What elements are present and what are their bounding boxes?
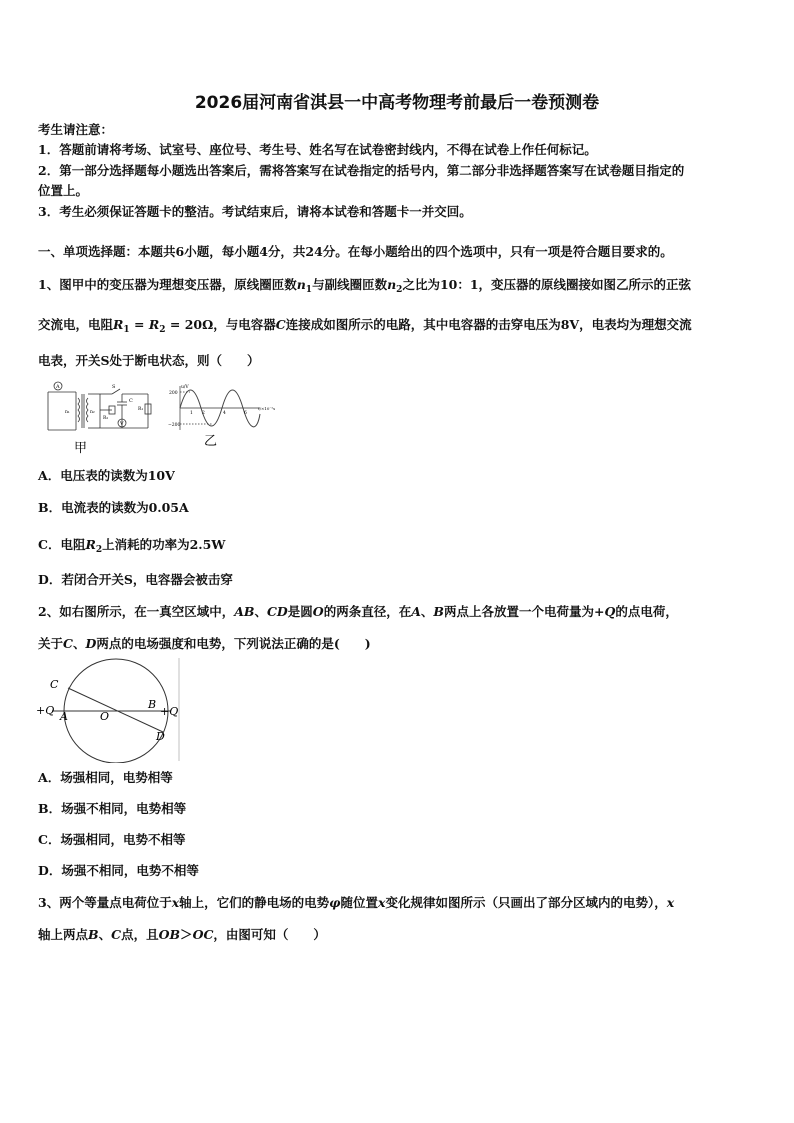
notice-item-2-cont: 位置上。: [38, 183, 89, 198]
q2-option-d: D．场强不相同，电势不相等: [38, 863, 199, 878]
q2-figure-circle: [36, 658, 186, 763]
voltmeter-label: V: [120, 421, 124, 427]
q3-var-x: x: [378, 895, 386, 910]
q1-var-r2: R: [148, 317, 160, 332]
q3-var-x: x: [666, 895, 675, 910]
q2-var: AB: [234, 604, 255, 619]
q3-text: 轴上两点: [38, 927, 89, 942]
q1-eq: =: [134, 317, 145, 332]
q3-var: OC: [192, 927, 214, 942]
q1-line-1: [38, 276, 691, 299]
ammeter-label: A: [56, 384, 60, 390]
capacitor-label: C: [129, 398, 133, 404]
q1-figure-yi: [168, 382, 288, 452]
q2-text: 的两条直径，在: [323, 604, 412, 619]
q1-var-r2: R: [85, 537, 96, 552]
q2-option-c: C．场强相同，电势不相等: [38, 832, 186, 847]
q3-text: 、: [98, 927, 112, 942]
q1-text: ，与电容器: [213, 317, 276, 332]
figure-jia-caption: 甲: [74, 441, 88, 455]
q3-text: ＞: [180, 927, 193, 942]
q2-var: CD: [266, 604, 288, 619]
q1-var-n1: n: [296, 277, 306, 292]
q1-sub-1: 1: [123, 325, 130, 335]
q1-var-r1: R: [113, 317, 124, 332]
q1-text: 交流电，电阻: [38, 317, 114, 332]
q3-var: OB: [158, 927, 181, 942]
q2-text: 、: [254, 604, 267, 619]
q1-sub-2: 2: [159, 325, 166, 335]
charge-b-label: +Q: [160, 705, 179, 718]
tick-6: 6: [244, 411, 247, 416]
q3-var-phi: φ: [329, 895, 341, 910]
q3-text: 随位置: [340, 895, 378, 910]
notice-heading: 考生请注意：: [38, 122, 114, 137]
q1-sub-2: 2: [396, 285, 403, 295]
u-axis-label: u/V: [181, 385, 189, 390]
point-a-label: A: [60, 710, 68, 723]
q2-text: 、: [72, 636, 86, 651]
q1-option-b: B．电流表的读数为0.05A: [38, 500, 189, 515]
q1-text: 1、图甲中的变压器为理想变压器，原线圈匝数: [38, 277, 297, 292]
page-title: 2026届河南省淇县一中高考物理考前最后一卷预测卷: [194, 93, 600, 113]
q2-text: 、: [420, 604, 434, 619]
q1-var-c: C: [275, 317, 286, 332]
q2-text: 2、如右图所示，在一真空区域中，: [38, 604, 235, 619]
q1-text: 与副线圈匝数: [312, 277, 388, 292]
q2-line-2: [38, 635, 371, 653]
section-heading: 一、单项选择题：本题共6小题，每小题4分，共24分。在每小题给出的四个选项中，只有一项是符合题目要求的。: [38, 244, 673, 259]
q3-text: 点，且: [121, 927, 159, 942]
q3-text: ，由图可知（ ）: [213, 927, 326, 942]
q2-var: A: [411, 604, 421, 619]
q1-line-3: 电表，开关S处于断电状态，则（ ）: [38, 353, 260, 368]
q3-text: 轴上，它们的静电场的电势: [179, 895, 330, 910]
q2-text: 两点上各放置一个电荷量为+: [444, 604, 605, 619]
charge-a-label: +Q: [36, 704, 55, 717]
switch-label: S: [112, 384, 116, 390]
q1-option-c: [38, 536, 225, 559]
point-o-label: O: [100, 710, 110, 723]
q1-option-a: A．电压表的读数为10V: [38, 468, 175, 483]
tick-200: 200: [169, 391, 178, 396]
tick-minus-200: −200: [168, 423, 181, 428]
q2-var: D: [85, 636, 97, 651]
q3-var-x: x: [171, 895, 180, 910]
q3-line-1: [38, 894, 674, 912]
point-b-label: B: [148, 698, 157, 711]
q1-option-c-text: C．电阻: [38, 537, 86, 552]
q1-sub-2: 2: [95, 545, 103, 555]
notice-item-2: 2．第一部分选择题每小题选出答案后，需将答案写在试卷指定的括号内，第二部分非选择题答案写在试卷题目指定的: [38, 163, 685, 178]
q2-var: B: [433, 604, 444, 619]
q2-option-b: B．场强不相同，电势相等: [38, 801, 187, 816]
q2-text: 的点电荷，: [615, 604, 678, 619]
q1-text: 之比为10：1，变压器的原线圈接如图乙所示的正弦: [402, 277, 692, 292]
point-d-label: D: [156, 730, 165, 743]
q3-line-2: [38, 926, 326, 944]
q3-var: B: [88, 927, 99, 942]
tick-4: 4: [223, 411, 226, 416]
notice-item-1: 1．答题前请将考场、试室号、座位号、考生号、姓名写在试卷密封线内，不得在试卷上作任何标记。: [38, 142, 597, 157]
q2-var: C: [63, 636, 73, 651]
tick-1: 1: [190, 411, 193, 416]
q2-text: 两点的电场强度和电势，下列说法正确的是( ): [96, 636, 371, 651]
q2-line-1: [38, 603, 678, 621]
q1-resistance-value: = 20Ω: [169, 317, 214, 332]
tick-2: 2: [202, 411, 205, 416]
q1-text: 连接成如图所示的电路，其中电容器的击穿电压为8V，电表均为理想交流: [285, 317, 692, 332]
q3-text: 变化规律如图所示（只画出了部分区域内的电势），: [385, 895, 667, 910]
r1-label: R₁: [138, 407, 144, 412]
q1-var-n2: n: [387, 277, 397, 292]
q3-var: C: [111, 927, 122, 942]
notice-item-3: 3．考生必须保证答题卡的整洁。考试结束后，请将本试卷和答题卡一并交回。: [38, 204, 472, 219]
q2-var: O: [312, 604, 324, 619]
t-axis-label: t/×10⁻²s: [258, 406, 276, 411]
q3-text: 3、两个等量点电荷位于: [38, 895, 172, 910]
q2-text: 关于: [38, 636, 64, 651]
figure-yi-caption: 乙: [204, 434, 218, 449]
q2-var: Q: [604, 604, 616, 619]
q1-option-c-text: 上消耗的功率为2.5W: [102, 537, 226, 552]
q1-line-2: [38, 316, 692, 339]
n2-label: n₂: [90, 410, 95, 415]
q1-sub-1: 1: [305, 285, 313, 295]
r2-label: R₂: [103, 416, 109, 421]
point-c-label: C: [50, 678, 59, 691]
q1-option-d: D．若闭合开关S，电容器会被击穿: [38, 572, 233, 587]
n1-label: n₁: [65, 410, 70, 415]
q1-figure-jia: [40, 380, 155, 455]
q2-text: 是圆: [287, 604, 313, 619]
q2-option-a: A．场强相同，电势相等: [38, 770, 173, 785]
